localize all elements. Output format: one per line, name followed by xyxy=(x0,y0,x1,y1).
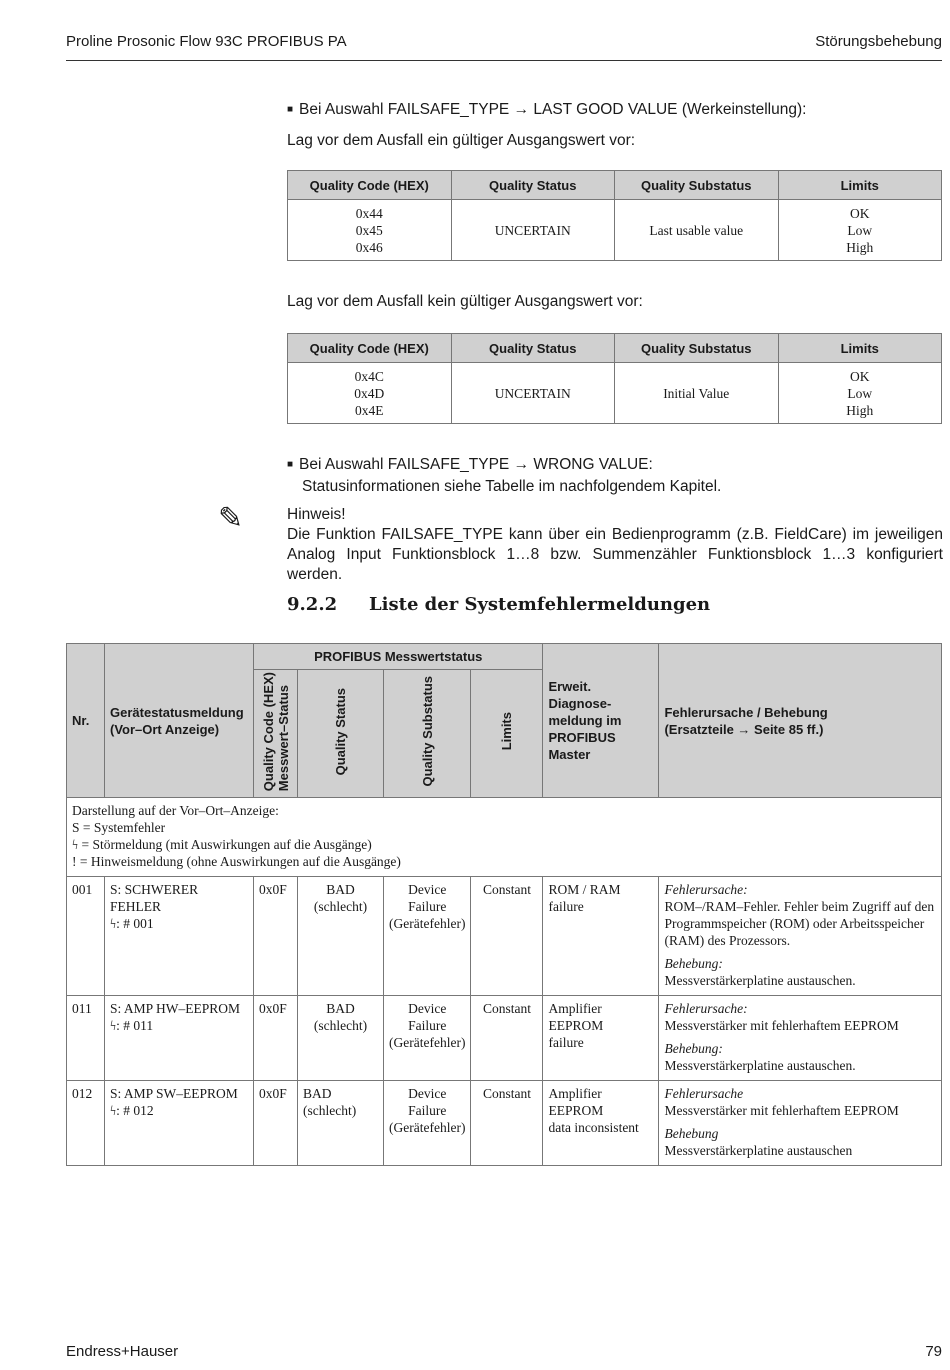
code-value: 0x4E xyxy=(355,402,384,418)
table-row xyxy=(67,996,942,1081)
substatus-line: Device Failure xyxy=(408,882,447,915)
section-heading xyxy=(287,594,710,615)
cell-limits xyxy=(778,363,942,424)
substatus-line: Device Failure xyxy=(408,1086,447,1119)
invalid-output-text: Lag vor dem Ausfall kein gültiger Ausgangswert vor: xyxy=(287,293,643,310)
limit-value: High xyxy=(846,402,874,418)
cell-limits: Constant xyxy=(471,996,543,1081)
cell-limits: Constant xyxy=(471,1081,543,1166)
cell-message xyxy=(105,1081,254,1166)
diagnose-line: Amplifier EEPROM xyxy=(548,1001,604,1034)
cell-quality-code: 0x0F xyxy=(254,877,298,996)
col-quality-status: Quality Status xyxy=(451,334,615,363)
col-cause-line1: Fehlerursache / Behebung xyxy=(664,704,828,720)
col-quality-code xyxy=(254,670,298,798)
diagnose-line: Amplifier EEPROM xyxy=(548,1086,604,1119)
note-block xyxy=(287,505,943,585)
table-row xyxy=(288,200,942,261)
cell-substatus xyxy=(384,877,471,996)
status-line: BAD xyxy=(326,882,355,898)
cause-label: Fehlerursache xyxy=(664,1086,744,1102)
fix-label: Behebung xyxy=(664,1126,719,1142)
cell-message xyxy=(105,996,254,1081)
cell-message xyxy=(105,877,254,996)
table-row xyxy=(67,1081,942,1166)
col-meldung-line2: (Vor–Ort Anzeige) xyxy=(110,721,220,737)
diagnose-line: data inconsistent xyxy=(548,1120,639,1136)
cell-diagnose xyxy=(543,1081,659,1166)
status-line: (schlecht) xyxy=(313,1018,368,1034)
fix-text: Messverstärkerplatine austauschen. xyxy=(664,973,856,989)
substatus-line: (Gerätefehler) xyxy=(389,1035,466,1051)
legend-line: ! = Hinweismeldung (ohne Auswirkungen auf die Ausgänge) xyxy=(72,854,401,870)
col-quality-code: Quality Code (HEX) xyxy=(288,334,452,363)
col-quality-code: Quality Code (HEX) xyxy=(288,171,452,200)
cell-limits: Constant xyxy=(471,877,543,996)
col-cause xyxy=(659,644,942,798)
cell-diagnose xyxy=(543,877,659,996)
message-line: S: SCHWERER FEHLER xyxy=(110,882,199,915)
col-profibus-group: PROFIBUS Messwertstatus xyxy=(254,644,543,670)
cell-codes xyxy=(288,200,452,261)
limit-value: Low xyxy=(847,222,873,238)
legend-line: ϟ = Störmeldung (mit Auswirkungen auf die Ausgänge) xyxy=(72,837,372,853)
note-text: Die Funktion FAILSAFE_TYPE kann über ein Bedienprogramm (z.B. FieldCare) im jeweiligen Analog Input Funktionsblock 1…8 bzw. Summenzähler Funktionsblock 1…3 konfiguriert werden. xyxy=(287,526,943,583)
legend-line: Darstellung auf der Vor–Ort–Anzeige: xyxy=(72,803,279,819)
message-line: S: AMP HW–EEPROM xyxy=(110,1001,241,1017)
cell-substatus xyxy=(384,1081,471,1166)
message-code: ϟ: # 011 xyxy=(110,1018,154,1034)
cell-quality-status xyxy=(298,877,384,996)
fix-label: Behebung: xyxy=(664,956,723,972)
cause-text: Messverstärker mit fehlerhaftem EEPROM xyxy=(664,1103,899,1119)
page-header xyxy=(66,33,942,61)
limit-value: OK xyxy=(850,205,870,221)
col-cause-line2: (Ersatzteile → Seite 85 ff.) xyxy=(664,721,824,737)
header-title: Proline Prosonic Flow 93C PROFIBUS PA xyxy=(66,33,347,50)
message-code: ϟ: # 012 xyxy=(110,1103,154,1119)
cell-cause xyxy=(659,877,942,996)
cell-cause xyxy=(659,996,942,1081)
cell-cause xyxy=(659,1081,942,1166)
col-quality-substatus: Quality Substatus xyxy=(615,334,779,363)
col-quality-code-line1: Quality Code (HEX) xyxy=(260,672,276,792)
failsafe-wrong-value-paragraph xyxy=(287,455,721,497)
substatus-line: (Gerätefehler) xyxy=(389,916,466,932)
code-value: 0x4D xyxy=(354,385,385,401)
col-limits xyxy=(471,670,543,798)
message-code: ϟ: # 001 xyxy=(110,916,154,932)
status-info-text: Statusinformationen siehe Tabelle im nachfolgendem Kapitel. xyxy=(302,478,722,495)
legend-row xyxy=(67,798,942,877)
header-chapter: Störungsbehebung xyxy=(815,33,942,50)
col-quality-substatus: Quality Substatus xyxy=(615,171,779,200)
cell-quality-status xyxy=(298,996,384,1081)
legend-cell xyxy=(67,798,942,877)
code-value: 0x44 xyxy=(355,205,383,221)
col-limits: Limits xyxy=(778,171,942,200)
pencil-note-icon: ✎ xyxy=(218,502,244,535)
col-quality-code-line2: Messwert–Status xyxy=(275,684,291,792)
cell-diagnose xyxy=(543,996,659,1081)
col-diagnose-line1: Erweit. Diagnose- xyxy=(548,679,612,712)
cell-limits xyxy=(778,200,942,261)
fix-text: Messverstärkerplatine austauschen. xyxy=(664,1058,856,1074)
status-line: (schlecht) xyxy=(313,899,368,915)
cause-text: ROM–/RAM–Fehler. Fehler beim Zugriff auf den Programmspeicher (ROM) oder Arbeitsspeicher (RAM) des Prozessors. xyxy=(664,899,935,949)
substatus-line: Device Failure xyxy=(408,1001,447,1034)
cell-substatus: Last usable value xyxy=(615,200,779,261)
cell-substatus: Initial Value xyxy=(615,363,779,424)
col-quality-status xyxy=(298,670,384,798)
cell-quality-code: 0x0F xyxy=(254,996,298,1081)
section-number: 9.2.2 xyxy=(287,594,338,615)
bullet-wrong-value: ■ Bei Auswahl FAILSAFE_TYPE → WRONG VALUE: xyxy=(287,455,721,477)
cell-quality-status xyxy=(298,1081,384,1166)
code-value: 0x46 xyxy=(355,239,383,255)
col-diagnose-line2: meldung im xyxy=(548,713,622,729)
fix-text: Messverstärkerplatine austauschen xyxy=(664,1143,853,1159)
diagnose-line: ROM / RAM xyxy=(548,882,621,898)
col-nr: Nr. xyxy=(67,644,105,798)
fix-label: Behebung: xyxy=(664,1041,723,1057)
cell-quality-code: 0x0F xyxy=(254,1081,298,1166)
cause-text: Messverstärker mit fehlerhaftem EEPROM xyxy=(664,1018,899,1034)
cell-status: UNCERTAIN xyxy=(451,200,615,261)
quality-table-initial xyxy=(287,333,942,424)
col-quality-substatus xyxy=(384,670,471,798)
col-quality-status: Quality Status xyxy=(451,171,615,200)
legend-line: S = Systemfehler xyxy=(72,820,166,836)
col-diagnose-line4: Master xyxy=(548,747,591,763)
limit-value: OK xyxy=(850,368,870,384)
quality-table-last-good xyxy=(287,170,942,261)
code-value: 0x45 xyxy=(355,222,383,238)
cell-substatus xyxy=(384,996,471,1081)
limit-value: High xyxy=(846,239,874,255)
col-quality-substatus-label: Quality Substatus xyxy=(419,676,435,787)
message-line: S: AMP SW–EEPROM xyxy=(110,1086,238,1102)
page-number: 79 xyxy=(925,1343,942,1360)
col-meldung xyxy=(105,644,254,798)
bullet-last-good: ■ Bei Auswahl FAILSAFE_TYPE → LAST GOOD VALUE (Werkeinstellung): xyxy=(287,100,806,122)
page-footer xyxy=(66,1343,942,1360)
col-limits-label: Limits xyxy=(499,712,515,751)
col-meldung-line1: Gerätestatusmeldung xyxy=(110,704,244,720)
status-line: (schlecht) xyxy=(303,1103,357,1119)
table-row xyxy=(288,363,942,424)
code-value: 0x4C xyxy=(354,368,384,384)
col-quality-status-label: Quality Status xyxy=(333,687,348,776)
cause-label: Fehlerursache: xyxy=(664,882,748,898)
status-line: BAD xyxy=(326,1001,355,1017)
substatus-line: (Gerätefehler) xyxy=(389,1120,466,1136)
note-title: Hinweis! xyxy=(287,506,346,523)
diagnose-line: failure xyxy=(548,1035,584,1051)
cause-label: Fehlerursache: xyxy=(664,1001,748,1017)
status-line: BAD xyxy=(303,1086,332,1102)
system-error-table xyxy=(66,643,942,1166)
cell-nr: 001 xyxy=(67,877,105,996)
cell-status: UNCERTAIN xyxy=(451,363,615,424)
failsafe-last-good-paragraph xyxy=(287,100,806,151)
col-limits: Limits xyxy=(778,334,942,363)
col-diagnose-line3: PROFIBUS xyxy=(548,730,616,746)
cell-nr: 012 xyxy=(67,1081,105,1166)
brand-logo-text: Endress+Hauser xyxy=(66,1343,179,1360)
limit-value: Low xyxy=(847,385,873,401)
cell-codes xyxy=(288,363,452,424)
section-title: Liste der Systemfehlermeldungen xyxy=(369,594,711,615)
diagnose-line: failure xyxy=(548,899,584,915)
valid-output-text: Lag vor dem Ausfall ein gültiger Ausgangswert vor: xyxy=(287,132,636,149)
col-diagnose xyxy=(543,644,659,798)
table-row xyxy=(67,877,942,996)
cell-nr: 011 xyxy=(67,996,105,1081)
